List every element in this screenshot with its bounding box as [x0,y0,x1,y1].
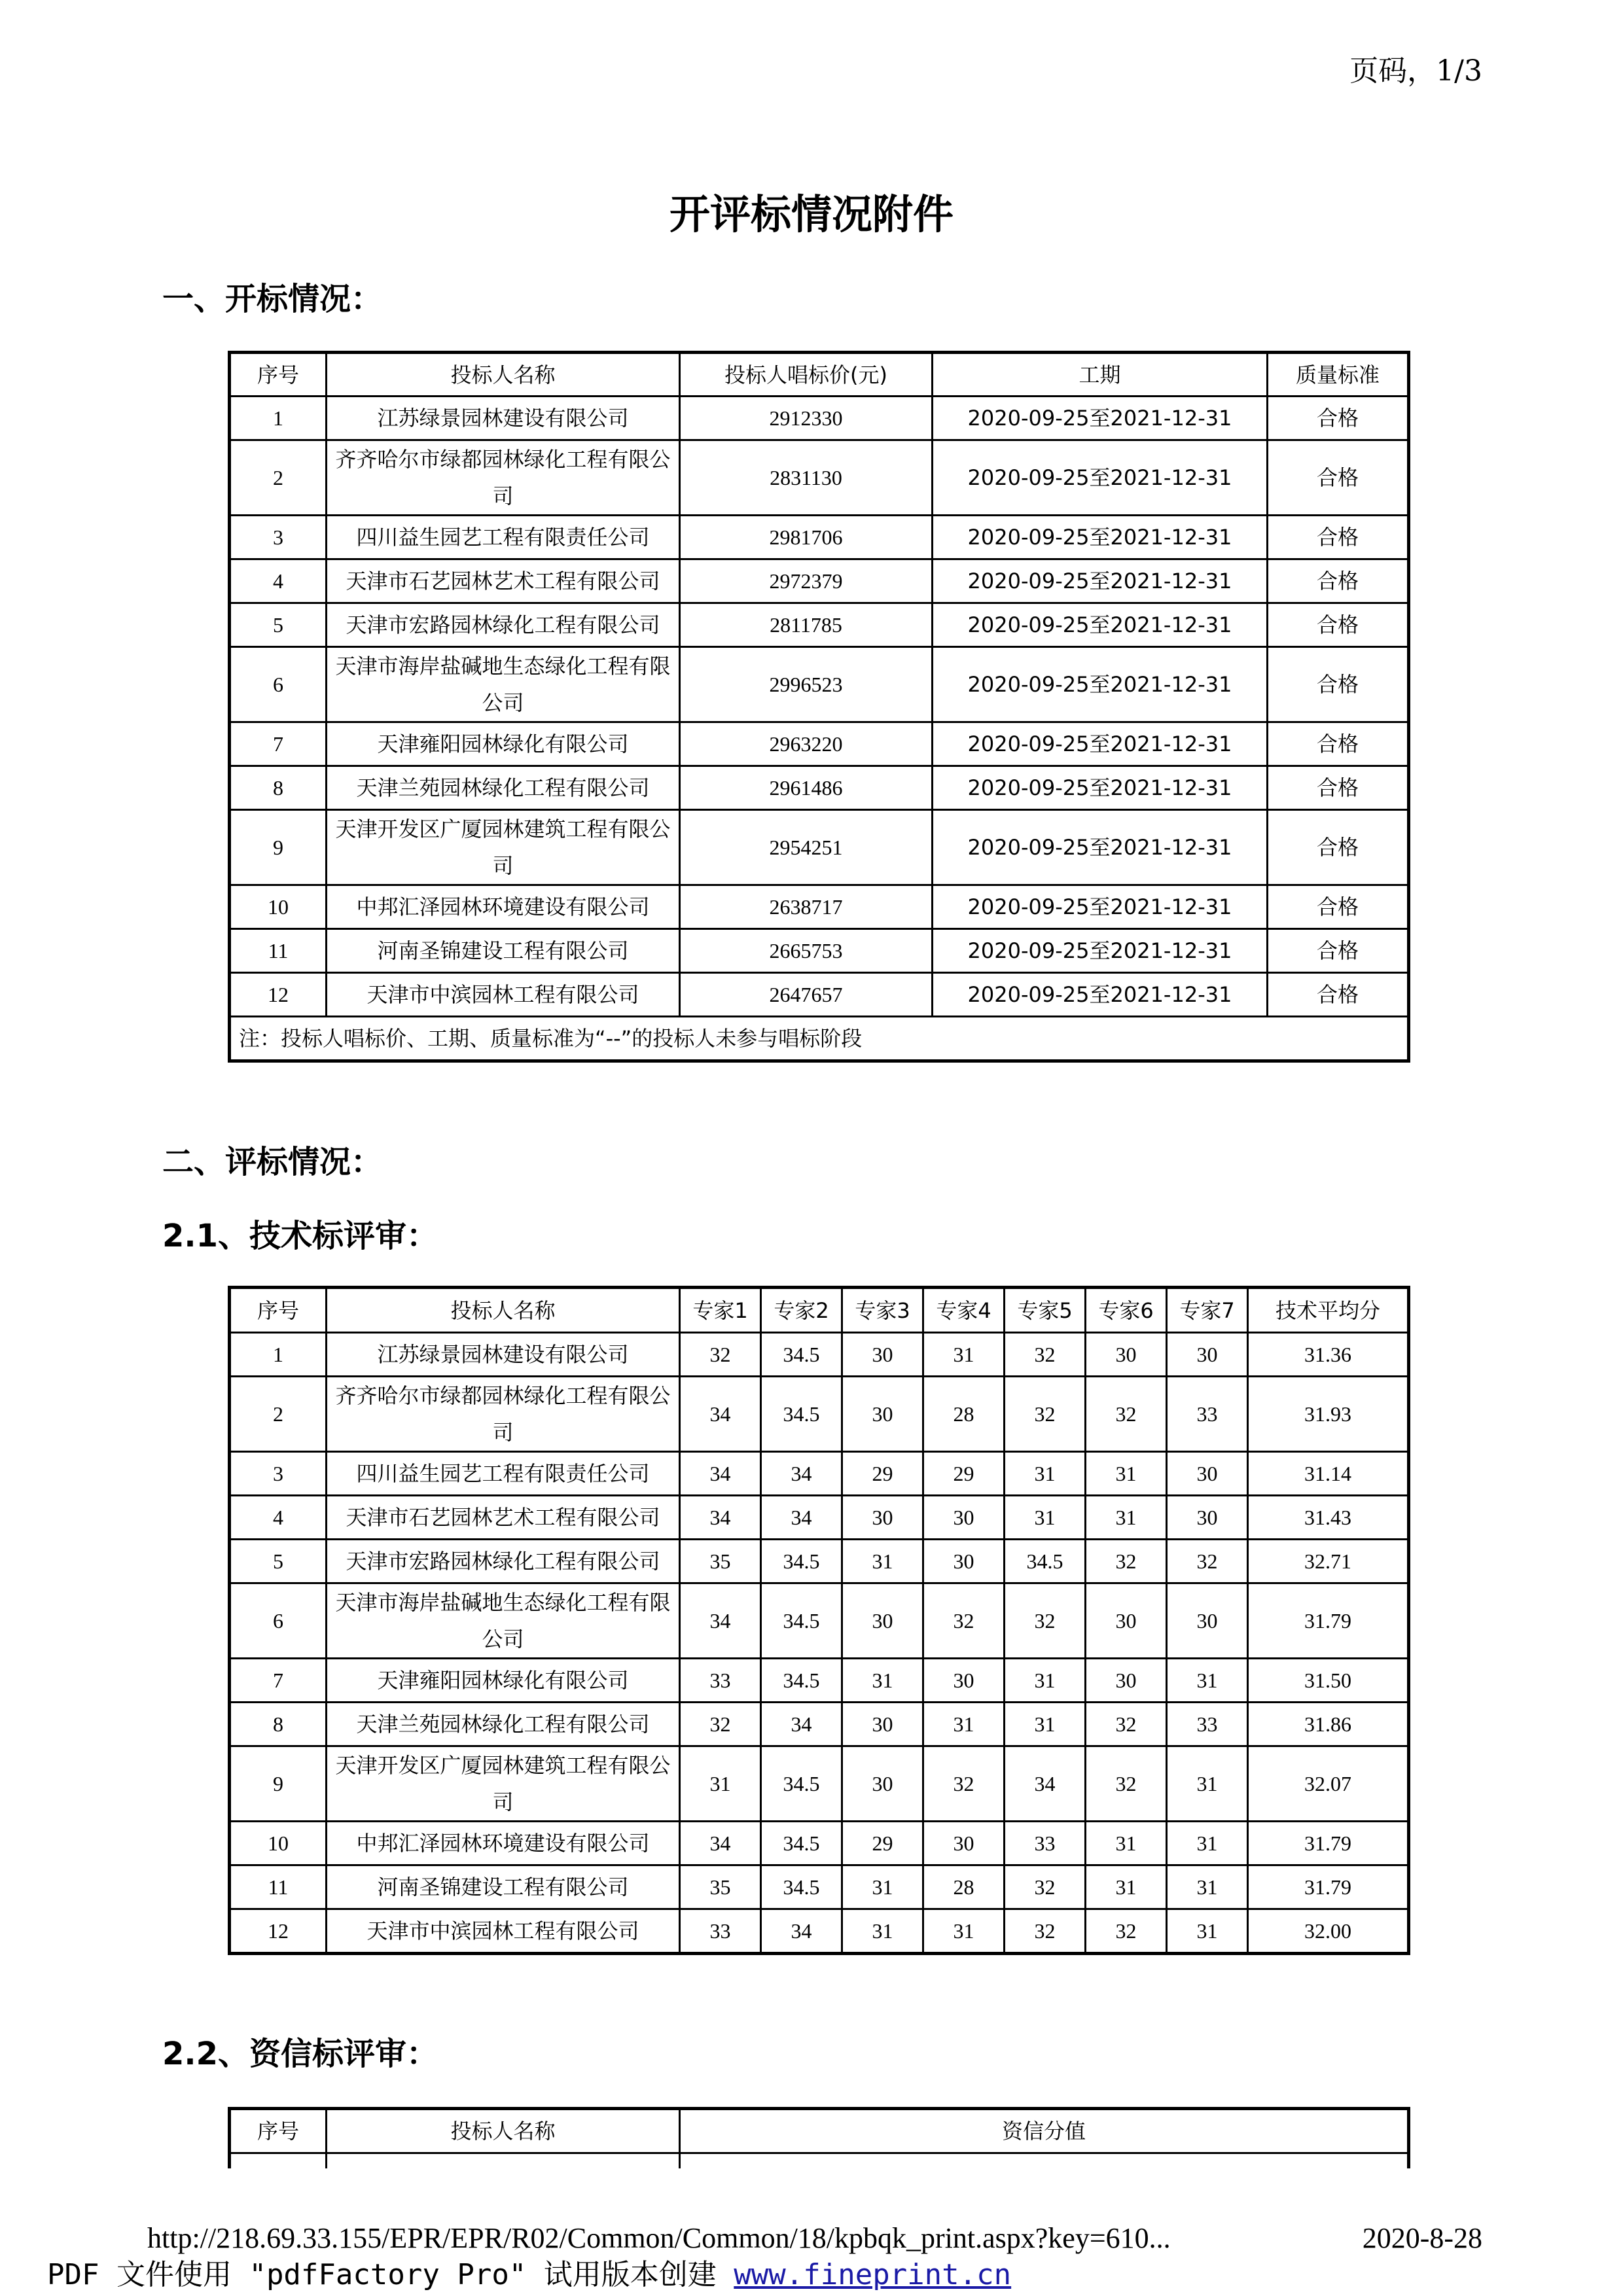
table-cell: 30 [842,1333,923,1377]
table-row [230,722,1409,766]
table-cell: 34 [761,1452,842,1496]
table-cell: 31 [680,1746,761,1822]
table-row [230,1865,1409,1909]
row-index: 6 [230,647,327,722]
row-index: 5 [230,1540,327,1583]
table-row [230,397,1409,440]
table-cell: 30 [842,1746,923,1822]
table-row [230,1333,1409,1377]
table-cell: 31 [842,1865,923,1909]
bidder-name: 天津开发区广厦园林建筑工程有限公司 [327,1746,680,1822]
row-index: 1 [230,397,327,440]
table-cell: 30 [1086,1333,1167,1377]
table-cell: 31.79 [1248,1865,1409,1909]
table-row [230,1377,1409,1452]
table-cell: 31.50 [1248,1659,1409,1703]
empty-cell [680,2153,1409,2169]
bidder-name: 天津市石艺园林艺术工程有限公司 [327,559,680,603]
table-cell: 2020-09-25至2021-12-31 [933,397,1268,440]
table-cell: 2912330 [680,397,933,440]
table-cell: 合格 [1268,722,1409,766]
table-cell: 34.5 [761,1822,842,1865]
table-cell: 34 [761,1703,842,1746]
table-cell: 29 [842,1452,923,1496]
tech-review-heading: 2.1、技术标评审： [162,1218,438,1254]
credit-review-heading: 2.2、资信标评审： [162,2036,438,2072]
table-cell: 2638717 [680,885,933,929]
row-index: 9 [230,810,327,885]
table-row [230,766,1409,810]
table-cell: 2020-09-25至2021-12-31 [933,603,1268,647]
table-cell: 2647657 [680,973,933,1017]
row-index: 9 [230,1746,327,1822]
table-cell: 32 [923,1583,1005,1659]
table-cell: 34.5 [761,1865,842,1909]
table-cell: 31 [1005,1452,1086,1496]
column-header: 序号 [230,2109,327,2153]
table-header-row [230,1288,1409,1333]
table-cell: 合格 [1268,929,1409,973]
table-cell: 31 [842,1909,923,1954]
section2-heading: 二、评标情况： [162,1144,383,1180]
bidder-name: 齐齐哈尔市绿都园林绿化工程有限公司 [327,1377,680,1452]
table-cell: 合格 [1268,766,1409,810]
row-index: 2 [230,1377,327,1452]
column-header: 技术平均分 [1248,1288,1409,1333]
column-header: 专家2 [761,1288,842,1333]
bidder-name: 四川益生园艺工程有限责任公司 [327,516,680,559]
table-row [230,810,1409,885]
bidder-name: 天津雍阳园林绿化有限公司 [327,722,680,766]
table-cell: 33 [1167,1377,1248,1452]
table-row [230,1452,1409,1496]
table-row [230,440,1409,516]
empty-cell [327,2153,680,2169]
table-cell: 31 [1005,1703,1086,1746]
table-cell: 28 [923,1377,1005,1452]
table-cell: 2020-09-25至2021-12-31 [933,722,1268,766]
table-cell: 31.86 [1248,1703,1409,1746]
row-index: 3 [230,1452,327,1496]
table-cell: 33 [680,1659,761,1703]
table-row [230,559,1409,603]
table-cell: 2996523 [680,647,933,722]
footer-url: http://218.69.33.155/EPR/EPR/R02/Common/Common/18/kpbqk_print.aspx?key=610... [147,2222,1171,2254]
table-cell: 2020-09-25至2021-12-31 [933,440,1268,516]
row-index: 11 [230,929,327,973]
bidder-name: 天津兰苑园林绿化工程有限公司 [327,1703,680,1746]
bidder-name: 天津市海岸盐碱地生态绿化工程有限公司 [327,647,680,722]
table-cell: 30 [1167,1583,1248,1659]
table-cell: 34 [680,1377,761,1452]
table-cell: 31 [923,1333,1005,1377]
table-row [230,885,1409,929]
table-cell: 34.5 [761,1583,842,1659]
row-index: 12 [230,1909,327,1954]
row-index: 7 [230,1659,327,1703]
table-cell: 33 [1005,1822,1086,1865]
table-cell: 31 [1167,1865,1248,1909]
row-index: 6 [230,1583,327,1659]
table-cell: 31.36 [1248,1333,1409,1377]
column-header: 专家5 [1005,1288,1086,1333]
table-cell: 2020-09-25至2021-12-31 [933,647,1268,722]
table-cell: 34 [761,1496,842,1540]
column-header: 序号 [230,353,327,397]
table-cell: 32 [1086,1377,1167,1452]
table-cell: 30 [923,1540,1005,1583]
table-cell: 30 [842,1496,923,1540]
table-cell: 31 [1005,1496,1086,1540]
table-cell: 32.00 [1248,1909,1409,1954]
bidder-name: 天津市中滨园林工程有限公司 [327,1909,680,1954]
column-header: 质量标准 [1268,353,1409,397]
bidder-name: 天津市中滨园林工程有限公司 [327,973,680,1017]
row-index: 1 [230,1333,327,1377]
empty-cell [230,2153,327,2169]
bidder-name: 齐齐哈尔市绿都园林绿化工程有限公司 [327,440,680,516]
bidder-name: 天津市宏路园林绿化工程有限公司 [327,1540,680,1583]
table-cell: 28 [923,1865,1005,1909]
table-row [230,1496,1409,1540]
table-cell: 31.79 [1248,1822,1409,1865]
table-cell: 32 [1167,1540,1248,1583]
table-cell: 31 [842,1540,923,1583]
table-row [230,1746,1409,1822]
table-cell: 31.79 [1248,1583,1409,1659]
table-row [230,1583,1409,1659]
tech-review-table [228,1286,1410,1955]
table-cell: 32 [1086,1540,1167,1583]
table-cell: 32 [1005,1583,1086,1659]
row-index: 8 [230,766,327,810]
bidder-name: 河南圣锦建设工程有限公司 [327,929,680,973]
table-cell: 合格 [1268,516,1409,559]
bid-opening-table [228,351,1410,1063]
table-cell: 31 [1167,1746,1248,1822]
column-header: 投标人唱标价(元) [680,353,933,397]
table-cell: 31 [1086,1452,1167,1496]
table-cell: 合格 [1268,397,1409,440]
bidder-name: 天津兰苑园林绿化工程有限公司 [327,766,680,810]
bidder-name: 江苏绿景园林建设有限公司 [327,397,680,440]
table-cell: 35 [680,1540,761,1583]
table-cell: 2811785 [680,603,933,647]
row-index: 11 [230,1865,327,1909]
table-row [230,929,1409,973]
table-row [230,1822,1409,1865]
table-cell: 32 [1086,1703,1167,1746]
table-row [230,1659,1409,1703]
row-index: 10 [230,1822,327,1865]
table-cell: 30 [842,1703,923,1746]
table-cell: 34 [680,1452,761,1496]
table-cell: 34 [1005,1746,1086,1822]
table-cell: 32.71 [1248,1540,1409,1583]
table-cell: 32 [680,1333,761,1377]
column-header: 专家3 [842,1288,923,1333]
section1-heading: 一、开标情况： [162,281,383,317]
bidder-name: 天津市海岸盐碱地生态绿化工程有限公司 [327,1583,680,1659]
footer-date: 2020-8-28 [1362,2222,1482,2254]
bidder-name: 四川益生园艺工程有限责任公司 [327,1452,680,1496]
table-cell: 31 [1005,1659,1086,1703]
table-cell: 2020-09-25至2021-12-31 [933,766,1268,810]
table-cell: 32 [1005,1865,1086,1909]
table-cell: 34 [680,1822,761,1865]
bidder-name: 天津市石艺园林艺术工程有限公司 [327,1496,680,1540]
table-cell: 2020-09-25至2021-12-31 [933,810,1268,885]
table-cell: 2831130 [680,440,933,516]
table-row [230,647,1409,722]
table-cell: 31 [1167,1659,1248,1703]
column-header: 专家1 [680,1288,761,1333]
table-cell: 2020-09-25至2021-12-31 [933,516,1268,559]
table-header-row [230,2109,1409,2153]
table-cell: 32 [923,1746,1005,1822]
table-cell: 31 [1167,1822,1248,1865]
fineprint-link[interactable]: www.fineprint.cn [734,2258,1012,2291]
table-cell: 31.93 [1248,1377,1409,1452]
row-index: 5 [230,603,327,647]
table-cell: 31.14 [1248,1452,1409,1496]
table-row [230,516,1409,559]
credit-review-table [228,2107,1410,2168]
bidder-name: 中邦汇泽园林环境建设有限公司 [327,885,680,929]
bidder-name: 天津雍阳园林绿化有限公司 [327,1659,680,1703]
table-cell: 30 [1167,1333,1248,1377]
column-header: 专家6 [1086,1288,1167,1333]
bidder-name: 中邦汇泽园林环境建设有限公司 [327,1822,680,1865]
row-index: 7 [230,722,327,766]
pdf-watermark-note [47,2251,1011,2293]
table-cell: 30 [1167,1496,1248,1540]
table-header-row [230,353,1409,397]
table-cell: 30 [1086,1583,1167,1659]
page-title: 开评标情况附件 [669,190,954,238]
column-header: 资信分值 [680,2109,1409,2153]
table-cell: 30 [1086,1659,1167,1703]
table-cell: 30 [842,1583,923,1659]
table-row [230,2153,1409,2169]
column-header: 专家7 [1167,1288,1248,1333]
table-cell: 34.5 [761,1377,842,1452]
row-index: 12 [230,973,327,1017]
table-note-row [230,1017,1409,1061]
table-cell: 30 [923,1822,1005,1865]
row-index: 4 [230,1496,327,1540]
table-cell: 34.5 [1005,1540,1086,1583]
table-cell: 29 [923,1452,1005,1496]
table-cell: 合格 [1268,440,1409,516]
row-index: 8 [230,1703,327,1746]
table-cell: 29 [842,1822,923,1865]
row-index: 10 [230,885,327,929]
table-cell: 合格 [1268,885,1409,929]
table-cell: 合格 [1268,559,1409,603]
table-cell: 2665753 [680,929,933,973]
row-index: 3 [230,516,327,559]
table-cell: 30 [923,1659,1005,1703]
table-cell: 32 [1086,1746,1167,1822]
column-header: 投标人名称 [327,353,680,397]
table-cell: 32 [1005,1333,1086,1377]
table-cell: 30 [842,1377,923,1452]
table-cell: 34 [680,1583,761,1659]
table-cell: 31 [1086,1822,1167,1865]
table-row [230,1540,1409,1583]
table-row [230,973,1409,1017]
table-cell: 31 [1086,1865,1167,1909]
table-cell: 33 [1167,1703,1248,1746]
column-header: 工期 [933,353,1268,397]
table-cell: 35 [680,1865,761,1909]
table-cell: 34.5 [761,1540,842,1583]
column-header: 序号 [230,1288,327,1333]
table-cell: 34.5 [761,1333,842,1377]
table-row [230,603,1409,647]
table-row [230,1909,1409,1954]
table-cell: 32 [1005,1909,1086,1954]
table-cell: 31 [842,1659,923,1703]
table-cell: 34.5 [761,1746,842,1822]
column-header: 专家4 [923,1288,1005,1333]
table-cell: 2961486 [680,766,933,810]
table-cell: 2981706 [680,516,933,559]
table-cell: 31 [1086,1496,1167,1540]
table-cell: 34.5 [761,1659,842,1703]
table-cell: 32 [1086,1909,1167,1954]
table-row [230,1703,1409,1746]
table-cell: 31 [1167,1909,1248,1954]
table-cell: 合格 [1268,603,1409,647]
table-cell: 合格 [1268,973,1409,1017]
table-cell: 30 [923,1496,1005,1540]
table-cell: 34 [680,1496,761,1540]
page-number: 页码，1/3 [1349,54,1482,88]
table-cell: 32 [1005,1377,1086,1452]
table-cell: 30 [1167,1452,1248,1496]
table-cell: 2020-09-25至2021-12-31 [933,973,1268,1017]
table-cell: 31.43 [1248,1496,1409,1540]
table-cell: 32 [680,1703,761,1746]
bidder-name: 天津市宏路园林绿化工程有限公司 [327,603,680,647]
table-cell: 2954251 [680,810,933,885]
column-header: 投标人名称 [327,1288,680,1333]
bidder-name: 江苏绿景园林建设有限公司 [327,1333,680,1377]
pdf-note-text: PDF 文件使用 "pdfFactory Pro" 试用版本创建 [47,2258,734,2291]
table-cell: 2020-09-25至2021-12-31 [933,885,1268,929]
table-cell: 31 [923,1703,1005,1746]
table-cell: 34 [761,1909,842,1954]
row-index: 4 [230,559,327,603]
table-note: 注：投标人唱标价、工期、质量标准为“--”的投标人未参与唱标阶段 [230,1017,1409,1061]
table-cell: 33 [680,1909,761,1954]
table-cell: 2020-09-25至2021-12-31 [933,559,1268,603]
table-cell: 2963220 [680,722,933,766]
bidder-name: 天津开发区广厦园林建筑工程有限公司 [327,810,680,885]
table-cell: 2972379 [680,559,933,603]
table-cell: 合格 [1268,647,1409,722]
table-cell: 合格 [1268,810,1409,885]
row-index: 2 [230,440,327,516]
table-cell: 31 [923,1909,1005,1954]
table-cell: 2020-09-25至2021-12-31 [933,929,1268,973]
bidder-name: 河南圣锦建设工程有限公司 [327,1865,680,1909]
column-header: 投标人名称 [327,2109,680,2153]
table-cell: 32.07 [1248,1746,1409,1822]
